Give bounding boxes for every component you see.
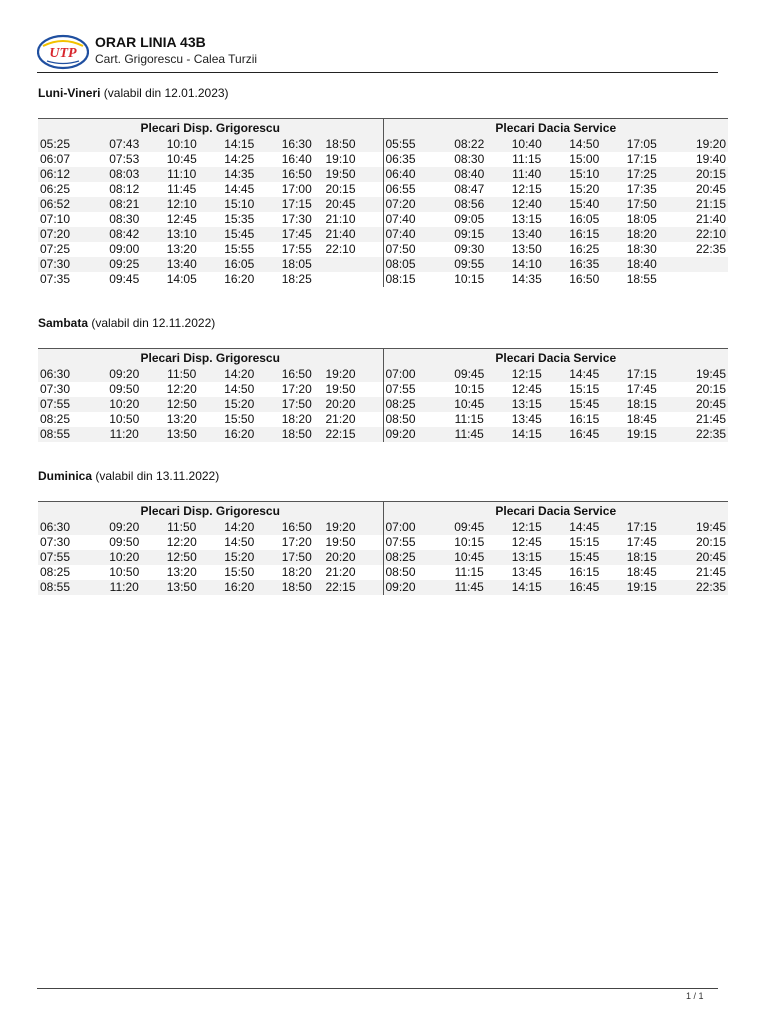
departure-time: 18:25	[281, 272, 312, 286]
day-label: Sambata	[38, 316, 89, 330]
departure-time: 13:20	[166, 565, 197, 579]
departure-time: 06:12	[38, 167, 96, 182]
departure-time: 09:50	[109, 382, 140, 396]
departure-time: 15:20	[211, 550, 269, 565]
departure-time: 21:45	[695, 565, 726, 579]
departure-time: 14:45	[556, 520, 614, 535]
departure-time: 08:22	[441, 137, 499, 152]
table-row	[38, 152, 728, 167]
departure-time: 18:45	[626, 412, 657, 426]
departure-time: 14:20	[211, 367, 269, 382]
departure-time: 08:25	[40, 565, 71, 579]
departure-time: 15:10	[556, 167, 614, 182]
departure-time: 15:15	[569, 382, 600, 396]
departure-time: 06:35	[383, 152, 441, 167]
section-heading	[38, 469, 728, 487]
departure-time: 13:45	[511, 412, 542, 426]
departure-time: 13:50	[511, 242, 542, 256]
departure-time: 16:45	[556, 580, 614, 595]
departure-time: 17:15	[613, 367, 671, 382]
departure-time: 15:35	[224, 212, 255, 226]
departure-time: 22:10	[671, 227, 729, 242]
departure-time: 17:20	[281, 382, 312, 396]
departure-time: 17:45	[626, 382, 657, 396]
header-grigorescu: Plecari Disp. Grigorescu	[38, 349, 383, 368]
departure-time: 16:35	[556, 257, 614, 272]
table-row	[38, 167, 728, 182]
departure-time: 08:40	[441, 167, 499, 182]
departure-time: 07:40	[383, 227, 441, 242]
departure-time: 09:05	[454, 212, 485, 226]
departure-time: 16:50	[268, 167, 326, 182]
departure-time: 17:30	[281, 212, 312, 226]
departure-time: 16:15	[569, 565, 600, 579]
departure-time: 07:20	[383, 197, 441, 212]
departure-time: 06:07	[40, 152, 71, 166]
departure-time: 08:55	[38, 427, 96, 442]
departure-time: 18:50	[326, 137, 384, 152]
departure-time: 06:40	[383, 167, 441, 182]
departure-time: 18:15	[613, 397, 671, 412]
departure-time: 07:50	[383, 242, 441, 257]
section-heading	[38, 316, 728, 334]
departure-time: 17:50	[613, 197, 671, 212]
timetable	[38, 348, 728, 442]
departure-time: 11:50	[153, 367, 211, 382]
departure-time: 18:05	[268, 257, 326, 272]
departure-time: 07:55	[383, 382, 441, 397]
departure-time: 21:40	[326, 227, 384, 242]
departure-time: 18:40	[613, 257, 671, 272]
departure-time: 11:45	[441, 427, 499, 442]
departure-time: 10:45	[166, 152, 197, 166]
departure-time: 15:10	[211, 197, 269, 212]
departure-time: 22:10	[325, 242, 356, 256]
departure-time: 17:45	[268, 227, 326, 242]
table-row	[38, 550, 728, 565]
departure-time: 20:20	[326, 397, 384, 412]
departure-time: 15:45	[556, 550, 614, 565]
timetable	[38, 118, 728, 287]
departure-time: 10:10	[153, 137, 211, 152]
table-row	[38, 197, 728, 212]
departure-time: 18:45	[626, 565, 657, 579]
departure-time: 07:40	[383, 212, 441, 227]
table-row	[38, 227, 728, 242]
departure-time: 17:55	[281, 242, 312, 256]
departure-time: 16:50	[268, 367, 326, 382]
departure-time: 20:45	[671, 550, 729, 565]
departure-time: 17:50	[268, 397, 326, 412]
departure-time: 07:35	[40, 272, 71, 286]
departure-time: 07:30	[38, 257, 96, 272]
departure-time: 18:50	[268, 427, 326, 442]
table-row	[38, 137, 728, 152]
departure-time: 12:20	[166, 535, 197, 549]
route-subtitle: Cart. Grigorescu - Calea Turzii	[95, 52, 258, 66]
departure-time: 14:05	[166, 272, 197, 286]
departure-time: 13:10	[153, 227, 211, 242]
departure-time: 18:55	[626, 272, 657, 286]
departure-time: 20:15	[325, 182, 356, 196]
day-label: Duminica	[38, 469, 93, 483]
departure-time: 09:00	[109, 242, 140, 256]
departure-time: 10:45	[441, 550, 499, 565]
departure-time: 11:20	[96, 427, 154, 442]
schedule-section	[38, 86, 728, 287]
departure-time: 10:20	[96, 550, 154, 565]
departure-time: 08:55	[38, 580, 96, 595]
departure-time: 14:45	[224, 182, 255, 196]
departure-time: 08:03	[96, 167, 154, 182]
departure-time: 20:45	[326, 197, 384, 212]
departure-time: 08:47	[454, 182, 485, 196]
departure-time	[671, 272, 729, 287]
departure-time: 17:15	[626, 152, 657, 166]
table-row	[38, 272, 728, 287]
departure-time: 13:40	[153, 257, 211, 272]
departure-time: 08:05	[383, 257, 441, 272]
departure-time: 09:20	[383, 427, 441, 442]
departure-time: 12:45	[511, 535, 542, 549]
departure-time: 13:20	[166, 412, 197, 426]
departure-time: 14:45	[556, 367, 614, 382]
departure-time: 07:55	[38, 550, 96, 565]
departure-time: 07:55	[38, 397, 96, 412]
departure-time: 07:10	[40, 212, 71, 226]
departure-time: 19:10	[325, 152, 356, 166]
departure-time: 19:40	[695, 152, 726, 166]
departure-time: 20:45	[695, 182, 726, 196]
departure-time: 12:15	[498, 367, 556, 382]
departure-time: 12:45	[166, 212, 197, 226]
departure-time: 07:53	[109, 152, 140, 166]
departure-time: 13:20	[166, 242, 197, 256]
departure-time: 06:55	[383, 182, 441, 197]
departure-time: 19:20	[671, 137, 729, 152]
departure-time: 10:20	[96, 397, 154, 412]
departure-time: 22:35	[671, 580, 729, 595]
departure-time: 10:15	[454, 272, 485, 286]
departure-time: 22:15	[326, 580, 384, 595]
departure-time: 14:25	[224, 152, 255, 166]
page-title: ORAR LINIA 43B	[95, 34, 206, 50]
departure-time: 19:45	[671, 520, 729, 535]
departure-time: 06:52	[38, 197, 96, 212]
departure-time: 08:25	[40, 412, 71, 426]
departure-time: 22:35	[671, 427, 729, 442]
header-grigorescu: Plecari Disp. Grigorescu	[38, 119, 383, 138]
departure-time: 16:45	[556, 427, 614, 442]
departure-time: 09:45	[109, 272, 140, 286]
departure-time: 07:00	[383, 520, 441, 535]
departure-time: 08:50	[383, 412, 441, 427]
departure-time: 08:25	[383, 397, 441, 412]
departure-time: 11:10	[153, 167, 211, 182]
departure-time: 05:55	[383, 137, 441, 152]
table-row	[38, 580, 728, 595]
departure-time: 20:15	[671, 167, 729, 182]
departure-time: 13:45	[511, 565, 542, 579]
table-row	[38, 242, 728, 257]
departure-time: 12:10	[153, 197, 211, 212]
departure-time: 19:20	[326, 367, 384, 382]
departure-time: 05:25	[38, 137, 96, 152]
departure-time: 09:45	[441, 367, 499, 382]
departure-time: 14:10	[498, 257, 556, 272]
departure-time: 16:50	[268, 520, 326, 535]
departure-time: 11:50	[153, 520, 211, 535]
departure-time: 12:15	[511, 182, 542, 196]
validity-note: (valabil din 13.11.2022)	[95, 469, 220, 483]
departure-time: 12:50	[153, 550, 211, 565]
departure-time: 16:40	[281, 152, 312, 166]
schedule-section	[38, 469, 728, 595]
departure-time: 09:45	[441, 520, 499, 535]
departure-time: 12:15	[498, 520, 556, 535]
table-row	[38, 565, 728, 580]
departure-time: 06:30	[38, 367, 96, 382]
departure-time: 19:50	[325, 382, 356, 396]
departure-time: 11:40	[498, 167, 556, 182]
departure-time: 15:40	[556, 197, 614, 212]
departure-time: 17:15	[613, 520, 671, 535]
departure-time: 18:15	[613, 550, 671, 565]
departure-time: 17:15	[268, 197, 326, 212]
departure-time: 17:45	[626, 535, 657, 549]
departure-time: 22:35	[695, 242, 726, 256]
departure-time: 13:15	[498, 397, 556, 412]
header-dacia-service: Plecari Dacia Service	[383, 349, 728, 368]
departure-time: 15:45	[556, 397, 614, 412]
departure-time: 19:15	[613, 580, 671, 595]
departure-time: 16:15	[556, 227, 614, 242]
departure-time: 21:20	[325, 565, 356, 579]
departure-time: 09:20	[96, 367, 154, 382]
departure-time: 09:25	[96, 257, 154, 272]
validity-note: (valabil din 12.11.2022)	[91, 316, 216, 330]
table-row	[38, 182, 728, 197]
departure-time: 09:50	[109, 535, 140, 549]
departure-time	[671, 257, 729, 272]
table-row	[38, 367, 728, 382]
departure-time: 11:45	[441, 580, 499, 595]
departure-time: 13:15	[498, 550, 556, 565]
utp-logo	[37, 34, 89, 70]
departure-time: 20:15	[695, 382, 726, 396]
departure-time: 15:20	[569, 182, 600, 196]
table-row	[38, 535, 728, 550]
departure-time: 11:15	[512, 152, 542, 166]
departure-time: 10:50	[109, 565, 140, 579]
departure-time: 07:30	[40, 382, 71, 396]
departure-time: 09:30	[454, 242, 485, 256]
departure-time: 14:50	[224, 382, 255, 396]
departure-time: 10:40	[498, 137, 556, 152]
departure-time: 20:45	[671, 397, 729, 412]
departure-time: 17:05	[613, 137, 671, 152]
departure-time: 16:05	[569, 212, 600, 226]
departure-time: 19:15	[613, 427, 671, 442]
departure-time: 19:45	[671, 367, 729, 382]
departure-time: 15:50	[224, 412, 255, 426]
departure-time: 15:00	[569, 152, 600, 166]
departure-time: 16:20	[211, 580, 269, 595]
departure-time: 08:15	[383, 272, 441, 287]
departure-time: 07:30	[40, 535, 71, 549]
departure-time: 14:35	[511, 272, 542, 286]
page-number: 1 / 1	[686, 991, 704, 1001]
table-row	[38, 382, 728, 397]
departure-time: 12:50	[153, 397, 211, 412]
departure-time: 21:45	[695, 412, 726, 426]
departure-time: 07:25	[40, 242, 71, 256]
timetable	[38, 501, 728, 595]
departure-time: 09:55	[441, 257, 499, 272]
departure-time: 08:56	[441, 197, 499, 212]
departure-time: 17:20	[281, 535, 312, 549]
departure-time: 16:20	[224, 272, 255, 286]
departure-time: 15:20	[211, 397, 269, 412]
departure-time: 14:15	[498, 580, 556, 595]
departure-time: 08:25	[383, 550, 441, 565]
validity-note: (valabil din 12.01.2023)	[103, 86, 229, 100]
departure-time	[326, 272, 384, 287]
departure-time: 10:50	[109, 412, 140, 426]
table-row	[38, 427, 728, 442]
departure-time: 22:15	[326, 427, 384, 442]
schedule-section	[38, 316, 728, 442]
departure-time: 14:20	[211, 520, 269, 535]
departure-time: 21:15	[671, 197, 729, 212]
departure-time: 07:00	[383, 367, 441, 382]
departure-time: 10:15	[454, 382, 485, 396]
departure-time: 14:50	[224, 535, 255, 549]
departure-time: 10:45	[441, 397, 499, 412]
departure-time: 08:30	[454, 152, 485, 166]
table-row	[38, 257, 728, 272]
departure-time: 16:25	[569, 242, 600, 256]
departure-time: 07:43	[96, 137, 154, 152]
header-grigorescu: Plecari Disp. Grigorescu	[38, 502, 383, 521]
departure-time: 11:15	[454, 412, 484, 426]
departure-time: 06:30	[38, 520, 96, 535]
departure-time: 18:20	[281, 412, 312, 426]
departure-time: 11:20	[96, 580, 154, 595]
table-row	[38, 520, 728, 535]
departure-time: 17:35	[626, 182, 657, 196]
departure-time: 16:05	[211, 257, 269, 272]
departure-time: 18:30	[626, 242, 657, 256]
departure-time: 18:20	[613, 227, 671, 242]
departure-time: 09:20	[96, 520, 154, 535]
departure-time: 12:40	[498, 197, 556, 212]
header-dacia-service: Plecari Dacia Service	[383, 502, 728, 521]
departure-time: 14:15	[498, 427, 556, 442]
departure-time: 08:12	[109, 182, 140, 196]
footer-divider	[37, 988, 718, 989]
departure-time: 11:45	[167, 182, 197, 196]
departure-time: 16:30	[268, 137, 326, 152]
departure-time: 19:20	[326, 520, 384, 535]
departure-time: 14:15	[211, 137, 269, 152]
departure-time: 13:50	[153, 580, 211, 595]
departure-time: 09:15	[441, 227, 499, 242]
departure-time: 18:05	[626, 212, 657, 226]
departure-time: 19:50	[325, 535, 356, 549]
departure-time: 08:42	[96, 227, 154, 242]
departure-time: 13:40	[498, 227, 556, 242]
departure-time: 12:20	[166, 382, 197, 396]
departure-time: 12:45	[511, 382, 542, 396]
logo-text: UTP	[49, 46, 77, 61]
departure-time: 15:55	[224, 242, 255, 256]
departure-time: 10:15	[454, 535, 485, 549]
departure-time: 14:35	[211, 167, 269, 182]
departure-time: 09:20	[383, 580, 441, 595]
departure-time: 19:50	[326, 167, 384, 182]
departure-time: 07:20	[38, 227, 96, 242]
departure-time: 21:10	[325, 212, 356, 226]
departure-time: 18:20	[281, 565, 312, 579]
departure-time: 07:55	[383, 535, 441, 550]
header-dacia-service: Plecari Dacia Service	[383, 119, 728, 138]
departure-time: 13:50	[153, 427, 211, 442]
departure-time: 15:50	[224, 565, 255, 579]
departure-time: 08:21	[96, 197, 154, 212]
table-row	[38, 212, 728, 227]
section-heading	[38, 86, 728, 104]
departure-time: 16:20	[211, 427, 269, 442]
departure-time: 21:20	[325, 412, 356, 426]
departure-time: 08:50	[383, 565, 441, 580]
departure-time: 06:25	[40, 182, 71, 196]
departure-time: 20:15	[695, 535, 726, 549]
departure-time: 11:15	[454, 565, 484, 579]
departure-time: 17:25	[613, 167, 671, 182]
departure-time: 13:15	[511, 212, 542, 226]
departure-time: 16:50	[569, 272, 600, 286]
document-header	[37, 30, 718, 73]
table-row	[38, 397, 728, 412]
day-label: Luni-Vineri	[38, 86, 101, 100]
table-row	[38, 412, 728, 427]
departure-time	[326, 257, 384, 272]
departure-time: 16:15	[569, 412, 600, 426]
departure-time: 08:30	[109, 212, 140, 226]
departure-time: 17:00	[281, 182, 312, 196]
departure-time: 18:50	[268, 580, 326, 595]
departure-time: 21:40	[695, 212, 726, 226]
departure-time: 15:45	[211, 227, 269, 242]
departure-time: 15:15	[569, 535, 600, 549]
departure-time: 14:50	[556, 137, 614, 152]
departure-time: 17:50	[268, 550, 326, 565]
departure-time: 20:20	[326, 550, 384, 565]
